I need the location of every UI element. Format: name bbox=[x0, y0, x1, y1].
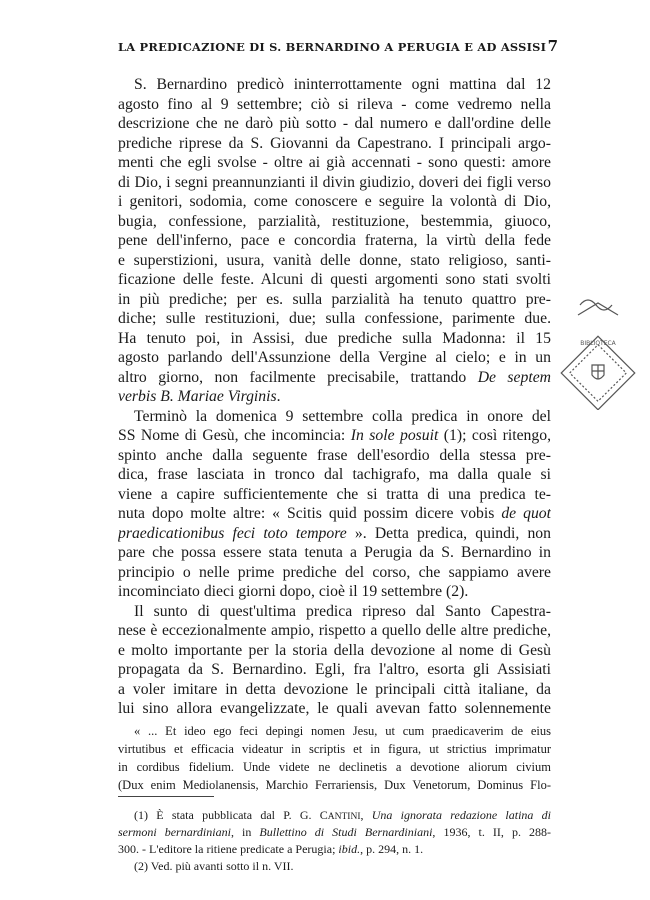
library-stamp bbox=[558, 285, 638, 410]
body-line: di Dio, i segni preannunzianti il divin giudizio, doveri dei figli verso bbox=[118, 173, 551, 191]
body-line: principio o nelle prime prediche del corso, che sappiamo avere bbox=[118, 563, 551, 581]
body-line: propagata da S. Bernardino. Egli, fra l'altro, esorta gli Assisiati bbox=[118, 661, 551, 678]
body-line: menti che egli svolse - oltre ai già accennati - sono questi: amore bbox=[118, 154, 551, 171]
quote-line: virtutibus et efficacia videatur in scriptis et in figura, ut strictius imprimatur bbox=[118, 741, 551, 756]
running-header bbox=[118, 37, 558, 60]
footnote-line: sermoni bernardiniani, in Bullettino di Studi Bernardiniani, 1936, t. II, p. 288- bbox=[118, 825, 551, 839]
page-number: 7 bbox=[547, 37, 558, 55]
body-line: Ha tenuto poi, in Assisi, due prediche sulla Madonna: il 15 bbox=[118, 329, 551, 347]
body-line: S. Bernardino predicò ininterrottamente ogni mattina dal 12 bbox=[134, 76, 551, 93]
body-line: lui sino allora evangelizzate, le quali avevan fatto solennemente bbox=[118, 700, 551, 717]
quote-line: (Dux enim Mediolanensis, Marchio Ferrariensis, Dux Venetorum, Dominus Flo- bbox=[118, 777, 551, 792]
body-line: spinto anche dalla seguente frase dell'esordio della stessa pre- bbox=[118, 446, 551, 464]
running-header-title: LA PREDICAZIONE DI S. BERNARDINO A PERUGIA E AD ASSISI bbox=[118, 40, 547, 54]
body-line: Terminò la domenica 9 settembre colla predica in onore del bbox=[134, 407, 551, 425]
body-line: agosto fino al 9 settembre; ciò si rileva - come vedremo nella bbox=[118, 95, 551, 113]
body-line: viene a capire sufficientemente che si tratta di una predica te- bbox=[118, 485, 551, 503]
body-line: Il sunto di quest'ultima predica ripreso dal Santo Capestra- bbox=[134, 602, 551, 620]
quote-line: « ... Et ideo ego feci depingi nomen Jesu, ut cum praedicaverim de eius bbox=[134, 723, 551, 738]
body-line: in più prediche; per es. sulla parzialità ha tenuto quattro pre- bbox=[118, 290, 551, 308]
body-line: nuta dopo molte altre: « Scitis quid possim dicere vobis de quot bbox=[118, 505, 551, 522]
footnote-rule bbox=[118, 796, 214, 797]
body-line: verbis B. Mariae Virginis. bbox=[118, 388, 281, 405]
stamp-text: BIBLIOTECA bbox=[580, 340, 616, 347]
body-line: ficazione delle feste. Alcuni di questi argomenti sono stati svolti bbox=[118, 271, 551, 288]
body-line: dica, frase lasciata in tronco dal tachigrafo, ma dalla quale si bbox=[118, 466, 551, 483]
body-line: altro giorno, non facilmente precisabile, trattando De septem bbox=[118, 368, 551, 386]
body-line: diche; sulle restituzioni, due; sulla confessione, parimente due. bbox=[118, 310, 551, 327]
body-line: agosto parlando dell'Assunzione della Vergine al cielo; e in un bbox=[118, 349, 551, 366]
body-line: i genitori, sodomia, come conoscere e seguire la volontà di Dio, bbox=[118, 193, 551, 210]
body-line: bugia, confessione, parzialità, restituzione, bestemmia, giuoco, bbox=[118, 212, 551, 230]
footnote-line: 300. - L'editore la ritiene predicate a Perugia; ibid., p. 294, n. 1. bbox=[118, 842, 424, 856]
body-line: e molto importante per la storia della devozione al nome di Gesù bbox=[118, 641, 551, 659]
body-line: pare che possa essere stata tenuta a Perugia da S. Bernardino in bbox=[118, 544, 551, 561]
body-line: pene dell'inferno, pace e concordia fraterna, la virtù della fede bbox=[118, 232, 551, 249]
body-line: SS Nome di Gesù, che incomincia: In sole posuit (1); così ritengo, bbox=[118, 427, 551, 444]
quote-line: in cordibus fidelium. Unde videte ne declinetis a devotione aliorum civium bbox=[118, 759, 551, 774]
footnote-line: (2) Ved. più avanti sotto il n. VII. bbox=[134, 859, 294, 873]
body-line: prediche riprese da S. Giovanni da Capestrano. I principali argo- bbox=[118, 134, 551, 152]
body-line: incominciato dieci giorni dopo, cioè il 19 settembre (2). bbox=[118, 583, 469, 600]
body-line: e superstizioni, usura, vanità delle donne, stato religioso, santi- bbox=[118, 251, 551, 269]
body-line: nese è eccezionalmente ampio, rispetto a quello delle altre prediche, bbox=[118, 622, 551, 639]
body-line: a voler imitare in detta devozione le principali città italiane, da bbox=[118, 680, 551, 698]
body-line: descrizione che ne darò più sotto - dal numero e dall'ordine delle bbox=[118, 115, 551, 132]
footnote-line: (1) È stata pubblicata dal P. G. CANTINI, Una ignorata redazione latina di bbox=[134, 808, 551, 822]
body-line: praedicationibus feci toto tempore ». Detta predica, quindi, non bbox=[118, 524, 551, 542]
